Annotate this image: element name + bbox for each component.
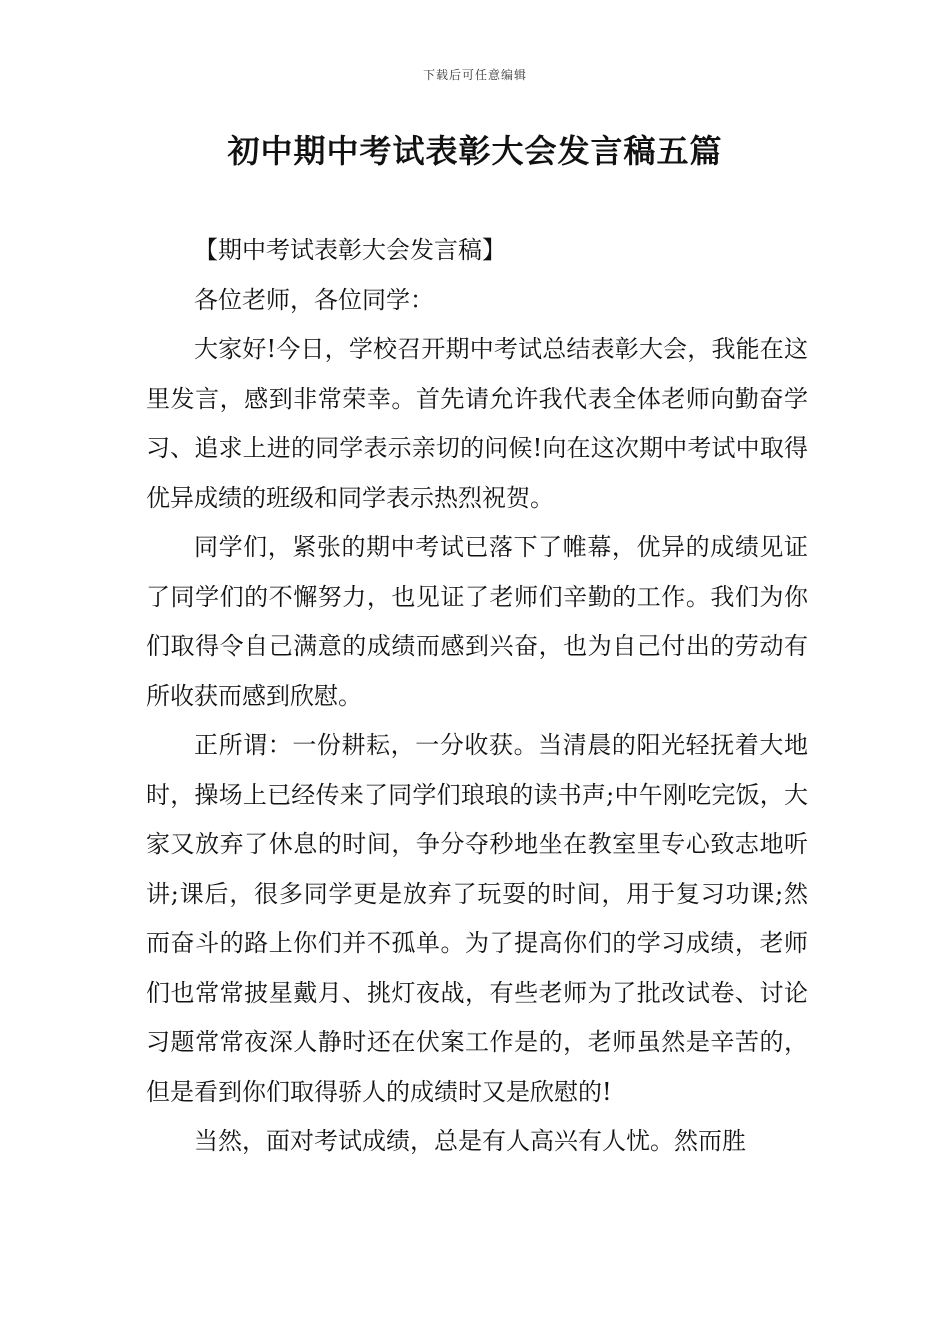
paragraph-section-heading: 【期中考试表彰大会发言稿】 bbox=[194, 236, 506, 264]
document-body bbox=[146, 226, 808, 1167]
paragraph-salutation: 各位老师，各位同学： bbox=[194, 285, 434, 314]
paragraph: 当然，面对考试成绩，总是有人高兴有人忧。然而胜 bbox=[194, 1127, 746, 1155]
paragraph: 同学们，紧张的期中考试已落下了帷幕，优异的成绩见证了同学们的不懈努力，也见证了老师们辛勤的工作。我们为你们取得令自己满意的成绩而感到兴奋，也为自己付出的劳动有所收获而感到欣慰。 bbox=[146, 533, 808, 710]
paragraph: 大家好!今日，学校召开期中考试总结表彰大会，我能在这里发言，感到非常荣幸。首先请允许我代表全体老师向勤奋学习、追求上进的同学表示亲切的问候!向在这次期中考试中取得优异成绩的班级和同学表示热烈祝贺。 bbox=[146, 335, 808, 512]
header-note: 下载后可任意编辑 bbox=[422, 68, 527, 82]
paragraph: 正所谓：一份耕耘，一分收获。当清晨的阳光轻抚着大地时，操场上已经传来了同学们琅琅的读书声;中午刚吃完饭，大家又放弃了休息的时间，争分夺秒地坐在教室里专心致志地听讲;课后，很多同学更是放弃了玩耍的时间，用于复习功课;然而奋斗的路上你们并不孤单。为了提高你们的学习成绩，老师们也常常披星戴月、挑灯夜战，有些老师为了批改试卷、讨论习题常常夜深人静时还在伏案工作是的，老师虽然是辛苦的，但是看到你们取得骄人的成绩时又是欣慰的! bbox=[146, 731, 808, 1106]
page-title: 初中期中考试表彰大会发言稿五篇 bbox=[227, 132, 723, 170]
